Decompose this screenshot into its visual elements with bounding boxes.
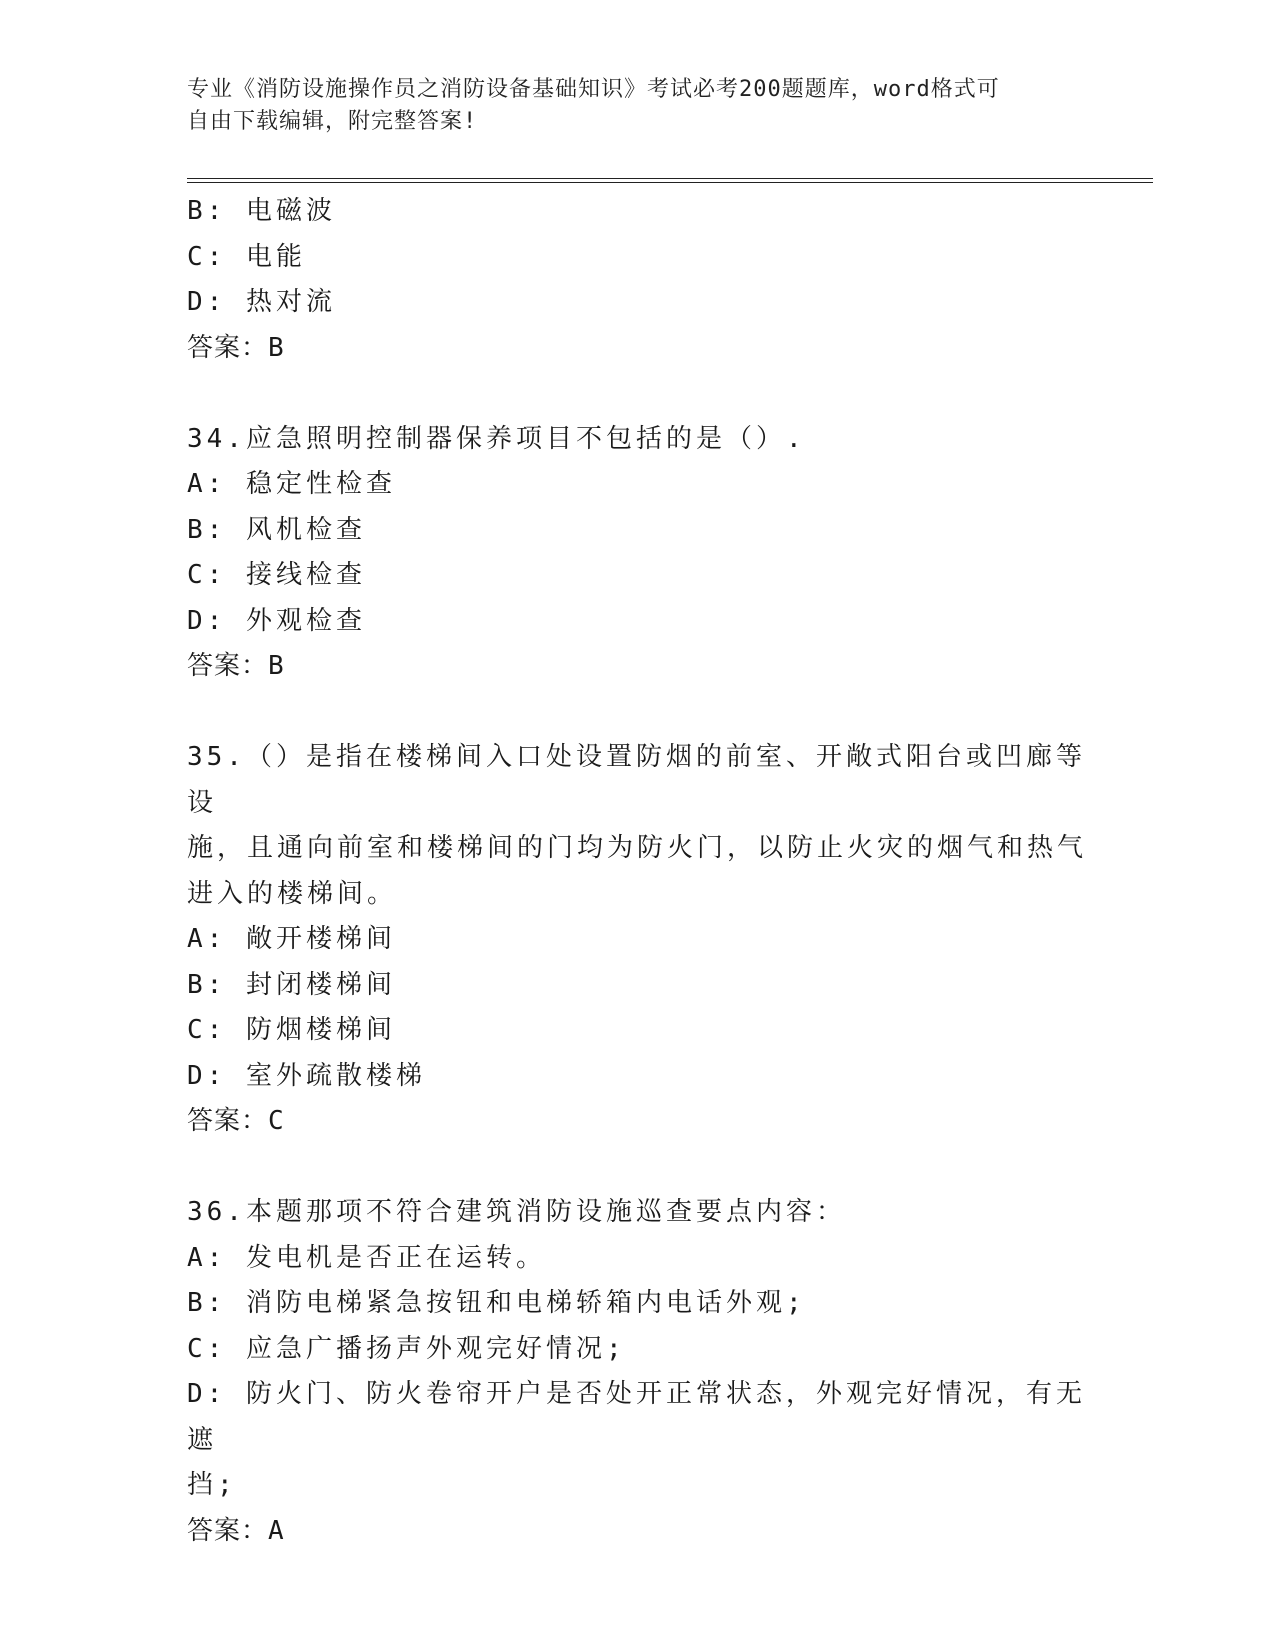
answer: 答案：B xyxy=(187,651,285,681)
header-divider xyxy=(187,178,1153,183)
spacer xyxy=(187,371,1087,417)
question-stem: 36.本题那项不符合建筑消防设施巡查要点内容： xyxy=(187,1197,846,1227)
question-list xyxy=(187,189,1087,1554)
option-a: A: 稳定性检查 xyxy=(187,469,396,499)
header-line-2: 自由下载编辑，附完整答案! xyxy=(187,109,478,134)
answer: 答案：B xyxy=(187,332,285,363)
question-stem-line-3: 进入的楼梯间。 xyxy=(187,878,398,909)
option-c: C: 应急广播扬声外观完好情况; xyxy=(187,1333,626,1364)
option-c: C: 电能 xyxy=(187,241,306,272)
option-a: A: 敞开楼梯间 xyxy=(187,924,396,954)
question-stem-line-1: 35.（）是指在楼梯间入口处设置防烟的前室、开敞式阳台或凹廊等设 xyxy=(187,742,1086,818)
spacer xyxy=(187,1145,1087,1191)
question-stem: 34.应急照明控制器保养项目不包括的是（）. xyxy=(187,423,806,454)
option-d: D: 室外疏散楼梯 xyxy=(187,1060,426,1091)
spacer xyxy=(187,690,1087,736)
option-b: B: 电磁波 xyxy=(187,196,336,226)
option-b: B: 风机检查 xyxy=(187,514,366,545)
header-line-1: 专业《消防设施操作员之消防设备基础知识》考试必考200题题库，word格式可 xyxy=(187,77,1000,102)
question-36 xyxy=(187,1190,1087,1554)
answer: 答案：A xyxy=(187,1515,285,1546)
option-c: C: 防烟楼梯间 xyxy=(187,1015,396,1045)
option-d-line-1: D: 防火门、防火卷帘开户是否处开正常状态，外观完好情况，有无遮 xyxy=(187,1379,1086,1455)
option-a: A: 发电机是否正在运转。 xyxy=(187,1242,546,1273)
question-stem-line-2: 施，且通向前室和楼梯间的门均为防火门，以防止火灾的烟气和热气 xyxy=(187,833,1088,863)
question-34 xyxy=(187,417,1087,690)
option-d: D: 外观检查 xyxy=(187,605,366,636)
option-b: B: 封闭楼梯间 xyxy=(187,969,396,1000)
question-33-tail xyxy=(187,189,1087,371)
option-d-line-2: 挡; xyxy=(187,1470,237,1500)
option-b: B: 消防电梯紧急按钮和电梯轿箱内电话外观; xyxy=(187,1288,806,1318)
question-35 xyxy=(187,735,1087,1145)
option-d: D: 热对流 xyxy=(187,287,336,317)
option-c: C: 接线检查 xyxy=(187,560,366,590)
page-header xyxy=(187,74,1087,138)
answer: 答案：C xyxy=(187,1106,285,1136)
